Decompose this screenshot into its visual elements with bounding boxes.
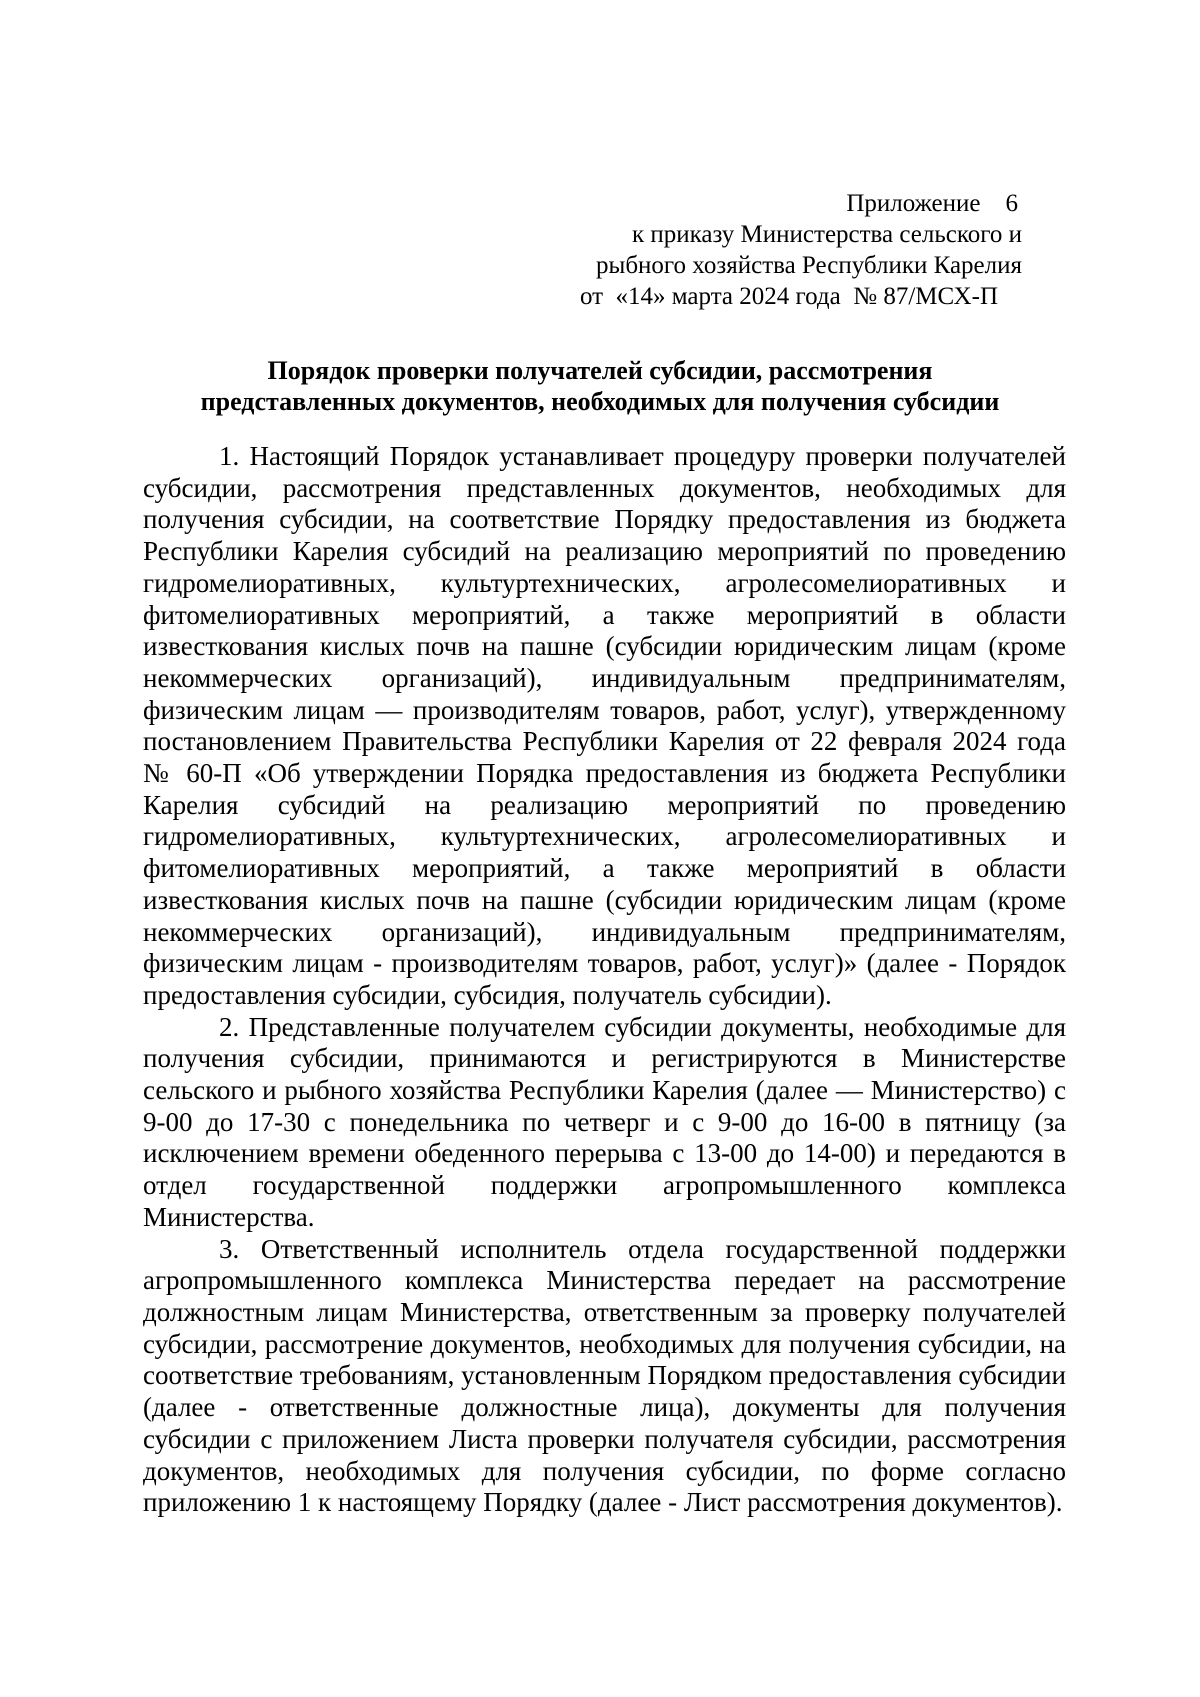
document-title-line-1: Порядок проверки получателей субсидии, рассмотрения <box>267 356 933 385</box>
document-body <box>143 441 1066 1519</box>
appendix-ministry: рыбного хозяйства Республики Карелия <box>596 252 1022 279</box>
document-title-line-2: представленных документов, необходимых для получения субсидии <box>200 387 1000 416</box>
appendix-header <box>580 188 1022 312</box>
paragraph-3: 3. Ответственный исполнитель отдела государственной поддержки агропромышленного комплекса Министерства передает на рассмотрение должностным лицам Министерства, ответственным за проверку получателей субсидии, рассмотрение документов, необходимых для получения субсидии, на соответствие требованиям, установленным Порядком предоставления субсидии (далее - ответственные должностные лица), документы для получения субсидии с приложением Листа проверки получателя субсидии, рассмотрения документов, необходимых для получения субсидии, по форме согласно приложению 1 к настоящему Порядку (далее - Лист рассмотрения документов). <box>143 1233 1066 1518</box>
paragraph-2: 2. Представленные получателем субсидии документы, необходимые для получения субсидии, принимаются и регистрируются в Министерстве сельского и рыбного хозяйства Республики Карелия (далее — Министерство) с 9-00 до 17-30 с понедельника по четверг и с 9-00 до 16-00 в пятницу (за исключением времени обеденного перерыва с 13-00 до 14-00) и передаются в отдел государственной поддержки агропромышленного комплекса Министерства. <box>143 1011 1066 1232</box>
paragraph-1: 1. Настоящий Порядок устанавливает процедуру проверки получателей субсидии, рассмотрения представленных документов, необходимых для получения субсидии, на соответствие Порядку предоставления из бюджета Республики Карелия субсидий на реализацию мероприятий по проведению гидромелиоративных, культуртехнических, агролесомелиоративных и фитомелиоративных мероприятий, а также мероприятий в области известкования кислых почв на пашне (субсидии юридическим лицам (кроме некоммерческих организаций), индивидуальным предпринимателям, физическим лицам — производителям товаров, работ, услуг), утвержденному постановлением Правительства Республики Карелия от 22 февраля 2024 года № 60-П «Об утверждении Порядка предоставления из бюджета Республики Карелия субсидий на реализацию мероприятий по проведению гидромелиоративных, культуртехнических, агролесомелиоративных и фитомелиоративных мероприятий, а также мероприятий в области известкования кислых почв на пашне (субсидии юридическим лицам (кроме некоммерческих организаций), индивидуальным предпринимателям, физическим лицам - производителям товаров, работ, услуг)» (далее - Порядок предоставления субсидии, субсидия, получатель субсидии). <box>143 441 1066 1010</box>
document-title <box>130 355 1070 417</box>
appendix-order-ref: к приказу Министерства сельского и <box>631 221 1022 248</box>
appendix-title: Приложение 6 <box>846 190 1018 217</box>
appendix-date-number: от «14» марта 2024 года № 87/МСХ-П <box>579 283 998 310</box>
